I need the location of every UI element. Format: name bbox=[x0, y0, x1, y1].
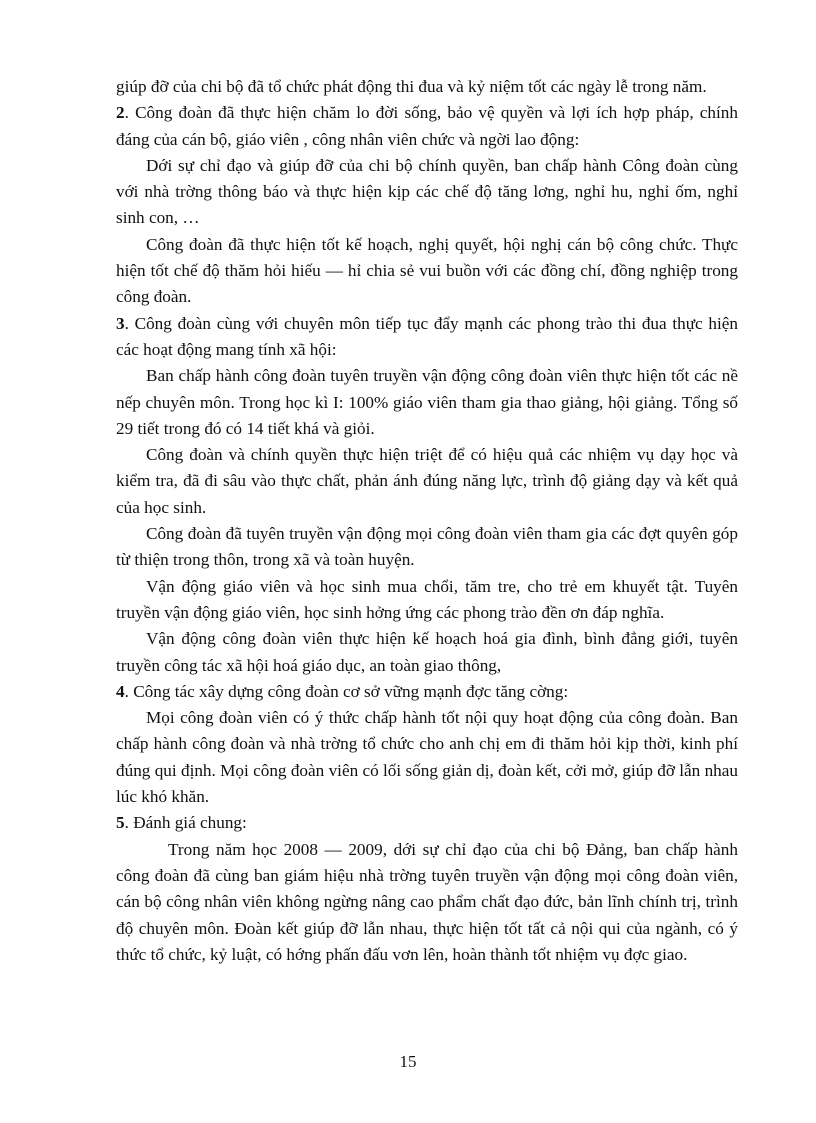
paragraph: Trong năm học 2008 — 2009, dới sự chỉ đạo của chi bộ Đảng, ban chấp hành công đoàn đã cùng ban giám hiệu nhà trờng tuyên truyền vận động mọi công đoàn viên, cán bộ công nhân viên không ngừng nâng cao phẩm chất đạo đức, bản lĩnh chính trị, trình độ chuyên môn. Đoàn kết giúp đỡ lẫn nhau, thực hiện tốt tất cả nội qui của ngành, có ý thức tổ chức, kỷ luật, có hớng phấn đấu vơn lên, hoàn thành tốt nhiệm vụ đợc giao. bbox=[116, 839, 738, 964]
paragraph: Ban chấp hành công đoàn tuyên truyền vận động công đoàn viên thực hiện tốt các nề nếp chuyên môn. Trong học kì I: 100% giáo viên tham gia thao giảng, hội giảng. Tổng số 29 tiết trong đó có 14 tiết khá và giỏi. bbox=[116, 366, 738, 438]
section-number: 5 bbox=[116, 813, 125, 833]
paragraph: Vận động giáo viên và học sinh mua chổi, tăm tre, cho trẻ em khuyết tật. Tuyên truyền vận động giáo viên, học sinh hởng ứng các phong trào đền ơn đáp nghĩa. bbox=[116, 576, 738, 622]
section-heading-2 bbox=[116, 100, 738, 153]
section-heading-4 bbox=[116, 679, 738, 705]
section-heading-3 bbox=[116, 311, 738, 364]
body-text bbox=[116, 74, 738, 968]
section-number: 4 bbox=[116, 681, 125, 701]
section-number: 3 bbox=[116, 313, 125, 333]
paragraph: Vận động công đoàn viên thực hiện kế hoạch hoá gia đình, bình đẳng giới, tuyên truyền công tác xã hội hoá giáo dục, an toàn giao thông, bbox=[116, 629, 738, 675]
section-heading-text: . Công đoàn cùng với chuyên môn tiếp tục đẩy mạnh các phong trào thi đua thực hiện các hoạt động mang tính xã hội: bbox=[116, 313, 738, 359]
paragraph: Công đoàn và chính quyền thực hiện triệt để có hiệu quả các nhiệm vụ dạy học và kiểm tra, đã đi sâu vào thực chất, phản ánh đúng năng lực, trình độ giảng dạy và kết quả của học sinh. bbox=[116, 445, 738, 517]
paragraph: Công đoàn đã thực hiện tốt kế hoạch, nghị quyết, hội nghị cán bộ công chức. Thực hiện tốt chế độ thăm hỏi hiếu — hỉ chia sẻ vui buồn với các đồng chí, đồng nghiệp trong công đoàn. bbox=[116, 234, 738, 307]
paragraph: Dới sự chỉ đạo và giúp đỡ của chi bộ chính quyền, ban chấp hành Công đoàn cùng với nhà trờng thông báo và thực hiện kịp các chế độ tăng lơng, nghỉ hu, nghỉ ốm, nghỉ sinh con, … bbox=[116, 155, 738, 228]
section-heading-text: . Đánh giá chung: bbox=[124, 813, 247, 833]
paragraph: Công đoàn đã tuyên truyền vận động mọi công đoàn viên tham gia các đợt quyên góp từ thiện trong thôn, trong xã và toàn huyện. bbox=[116, 524, 738, 570]
section-heading-5 bbox=[116, 810, 738, 836]
section-heading-text: . Công đoàn đã thực hiện chăm lo đời sống, bảo vệ quyền và lợi ích hợp pháp, chính đáng của cán bộ, giáo viên , công nhân viên chức và ngời lao động: bbox=[116, 103, 738, 149]
page-number: 15 bbox=[399, 1052, 417, 1071]
paragraph-continuation: giúp đỡ của chi bộ đã tổ chức phát động thi đua và kỷ niệm tốt các ngày lễ trong năm. bbox=[116, 77, 707, 96]
section-heading-text: . Công tác xây dựng công đoàn cơ sở vững mạnh đợc tăng cờng: bbox=[124, 681, 569, 701]
paragraph: Mọi công đoàn viên có ý thức chấp hành tốt nội quy hoạt động của công đoàn. Ban chấp hành công đoàn và nhà trờng tổ chức cho anh chị em đi thăm hỏi kịp thời, kinh phí đúng qui định. Mọi công đoàn viên có lối sống giản dị, đoàn kết, cởi mở, giúp đỡ lẫn nhau lúc khó khăn. bbox=[116, 708, 738, 807]
section-number: 2 bbox=[116, 103, 125, 123]
